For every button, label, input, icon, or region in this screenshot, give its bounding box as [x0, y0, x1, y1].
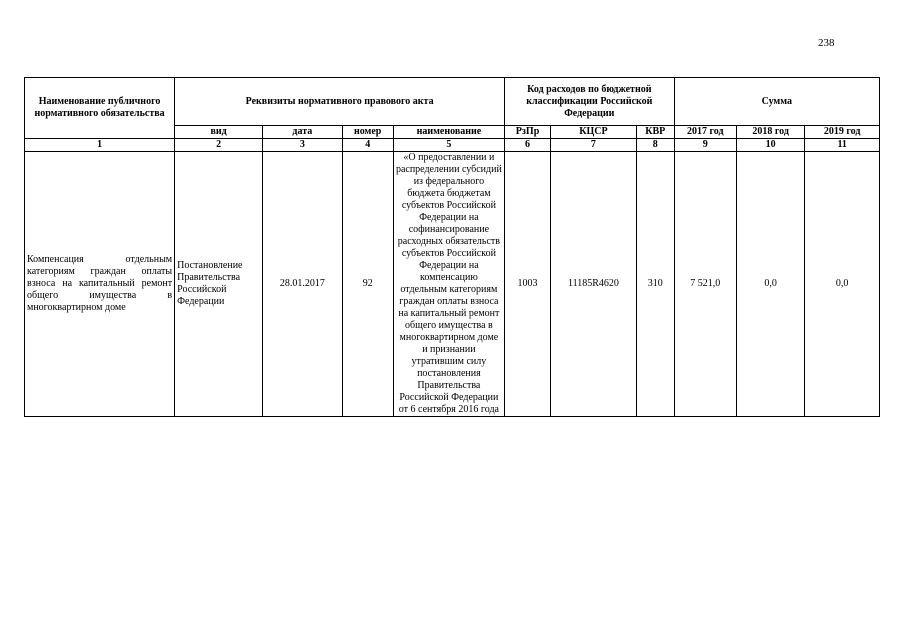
page-number: 238	[818, 37, 835, 49]
column-number: 9	[674, 139, 736, 152]
column-number: 8	[636, 139, 674, 152]
column-number: 1	[25, 139, 175, 152]
column-number: 3	[262, 139, 342, 152]
header-vid: вид	[175, 126, 263, 139]
header-nomer: номер	[342, 126, 393, 139]
act-title: «О предоставлении и распределении субсидий из федерального бюджета бюджетам субъектов Российской Федерации на софинансирование расходных обязательств субъектов Российской Федерации на компенсацию отдельным категориям граждан оплаты взноса на капитальный ремонт общего имущества в многоквартирном доме и признании утратившим силу постановления Правительства Российской Федерации от 6 сентября 2016 года	[393, 152, 504, 417]
obligation-name: Компенсация отдельным категориям граждан оплаты взноса на капитальный ремонт общего имущества в многоквартирном доме	[25, 152, 175, 417]
sum-2017: 7 521,0	[674, 152, 736, 417]
header-sum: Сумма	[674, 78, 879, 126]
header-act-details: Реквизиты нормативного правового акта	[175, 78, 505, 126]
code-rzpr: 1003	[505, 152, 551, 417]
act-date: 28.01.2017	[262, 152, 342, 417]
column-number: 4	[342, 139, 393, 152]
act-type: Постановление Правительства Российской Федерации	[175, 152, 263, 417]
column-number: 11	[805, 139, 880, 152]
header-rzpr: РзПр	[505, 126, 551, 139]
column-number: 10	[736, 139, 804, 152]
column-number: 2	[175, 139, 263, 152]
sum-2018: 0,0	[736, 152, 804, 417]
code-kcsr: 11185R4620	[551, 152, 637, 417]
header-budget-code: Код расходов по бюджетной классификации Российской Федерации	[505, 78, 675, 126]
act-number: 92	[342, 152, 393, 417]
table-row	[25, 152, 880, 417]
header-data: дата	[262, 126, 342, 139]
header-2019: 2019 год	[805, 126, 880, 139]
column-number: 6	[505, 139, 551, 152]
column-number: 7	[551, 139, 637, 152]
header-2017: 2017 год	[674, 126, 736, 139]
sum-2019: 0,0	[805, 152, 880, 417]
header-kcsr: КЦСР	[551, 126, 637, 139]
budget-table	[24, 77, 880, 417]
code-kvr: 310	[636, 152, 674, 417]
header-2018: 2018 год	[736, 126, 804, 139]
header-kvr: КВР	[636, 126, 674, 139]
column-numbers-row	[25, 139, 880, 152]
column-number: 5	[393, 139, 504, 152]
header-obligation: Наименование публичного нормативного обязательства	[25, 78, 175, 139]
header-naimenovanie: наименование	[393, 126, 504, 139]
header-row	[25, 78, 880, 126]
